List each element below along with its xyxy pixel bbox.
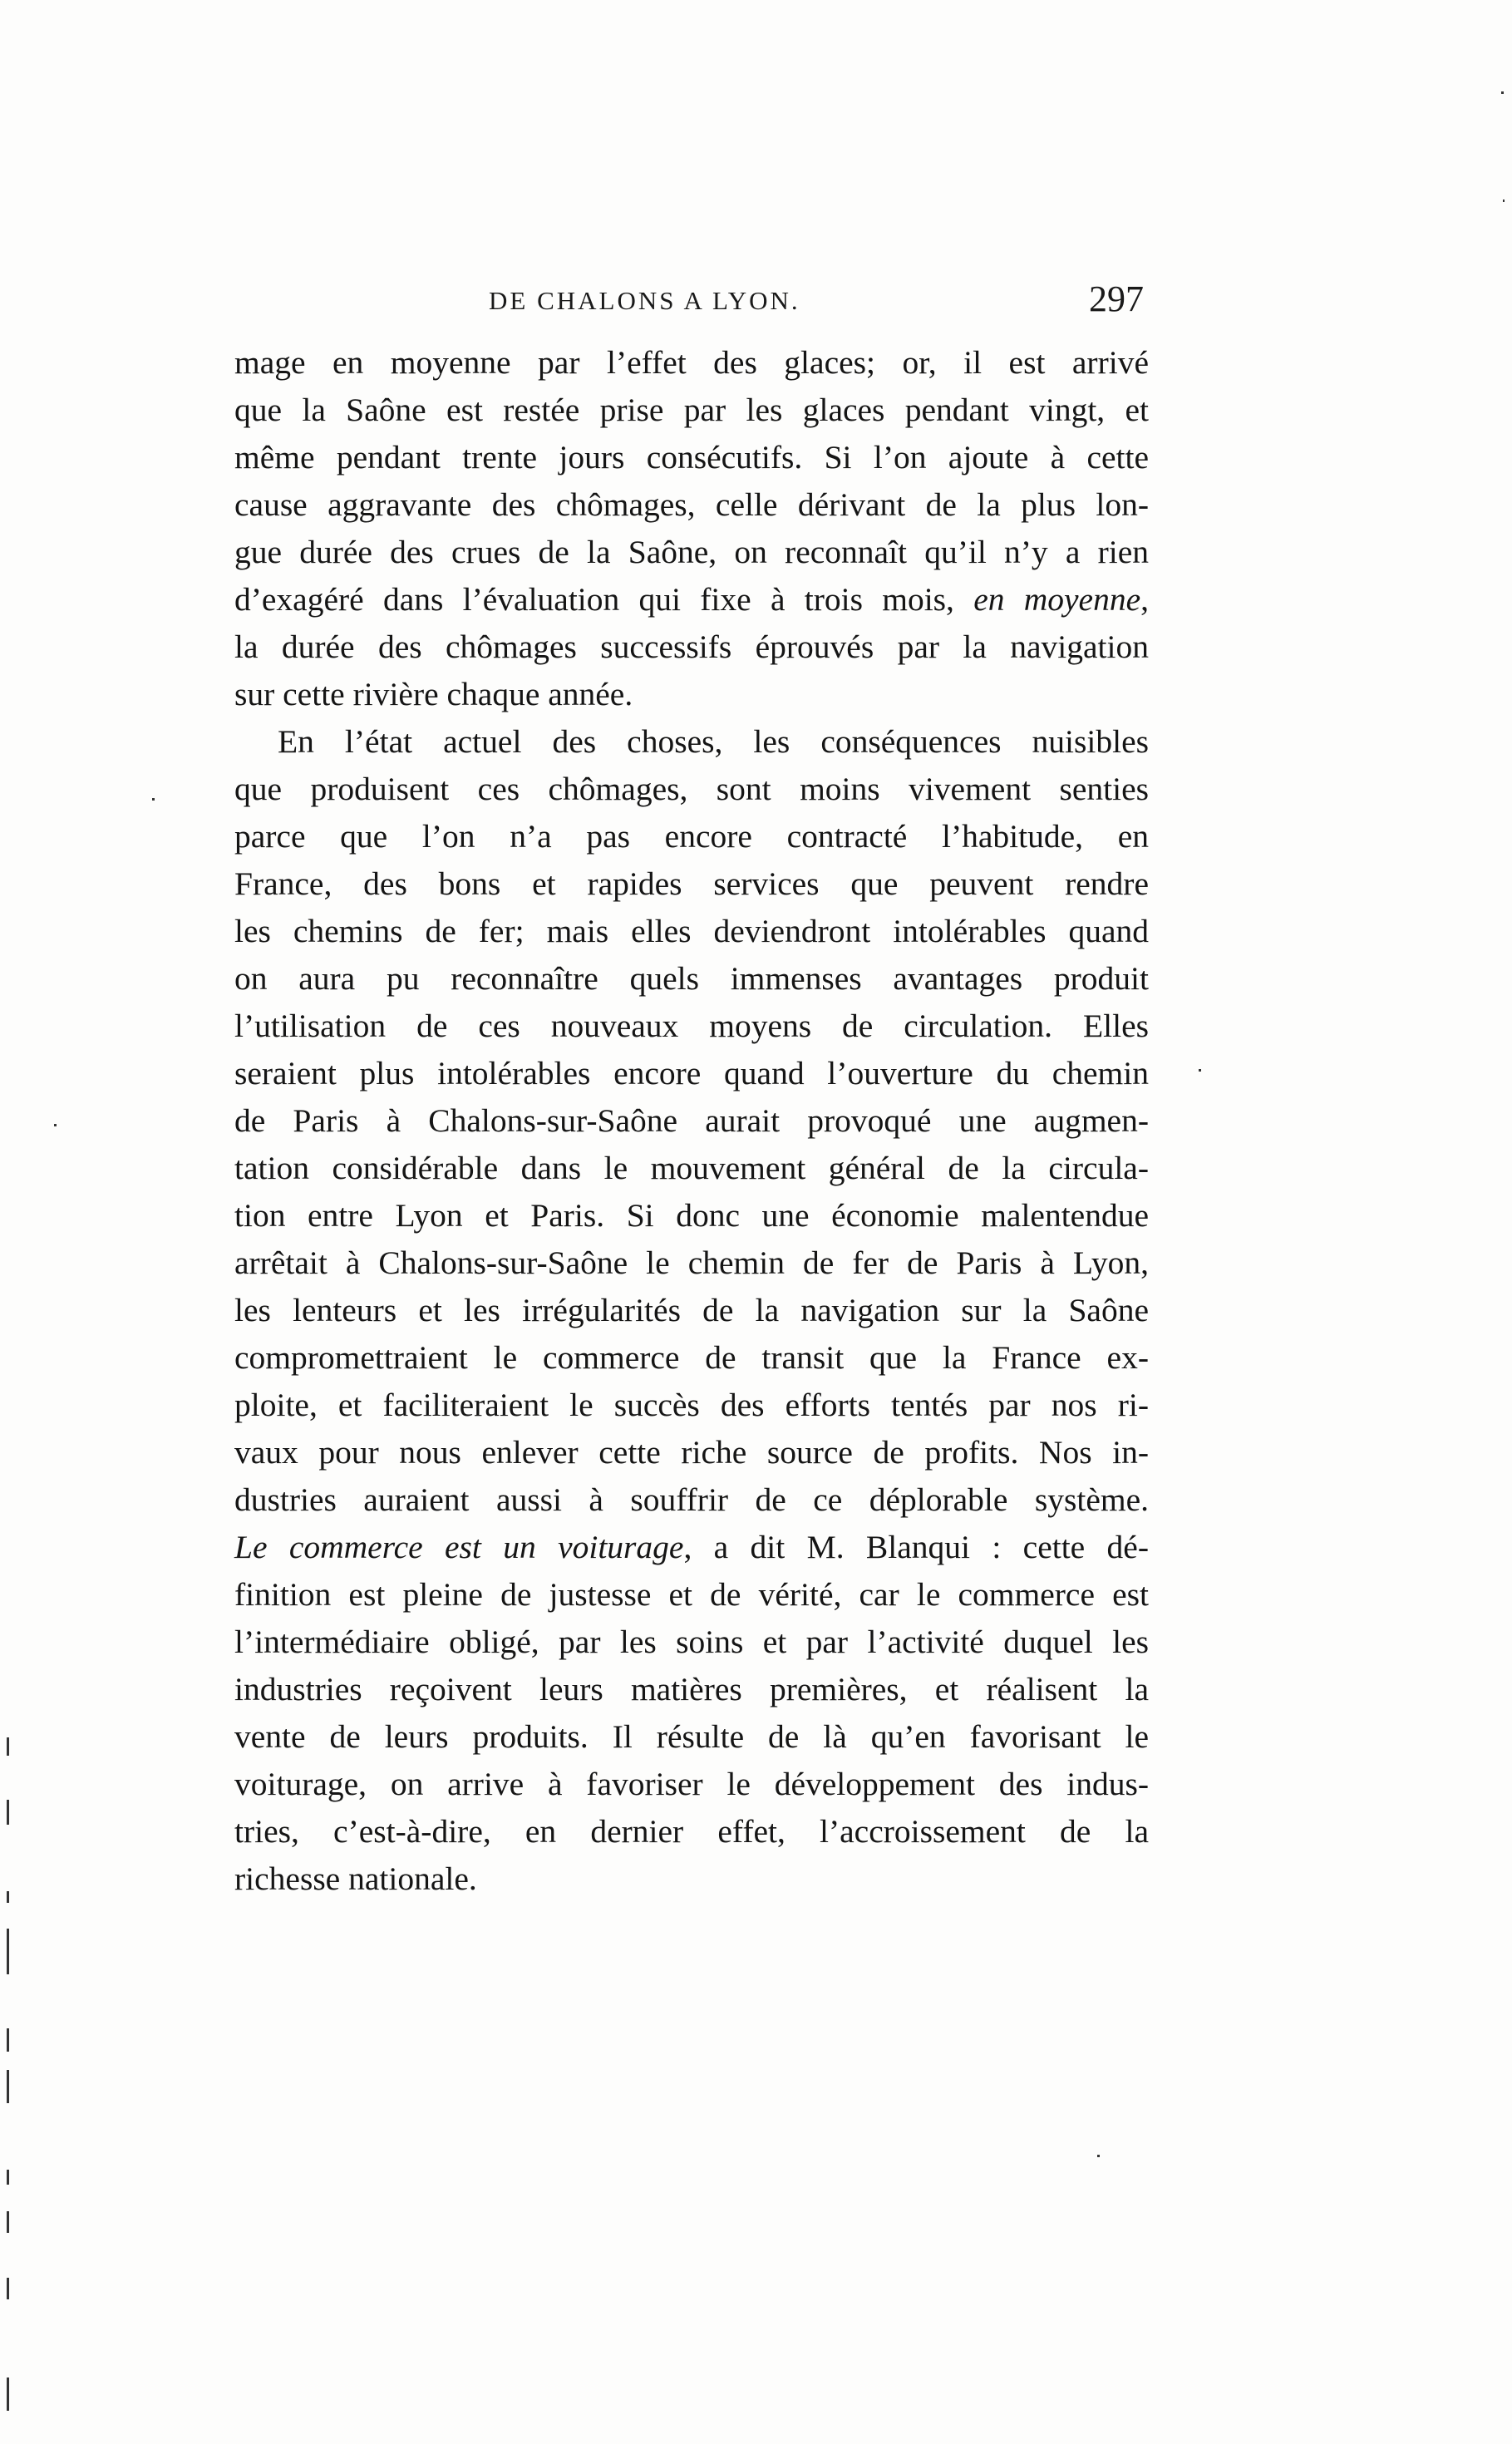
text-line: les chemins de fer; mais elles deviendront intolérables quand — [234, 913, 1149, 949]
scan-speck — [1501, 91, 1504, 94]
text-line: arrêtait à Chalons-sur-Saône le chemin de fer de Paris à Lyon, — [234, 1244, 1149, 1281]
text-line: l’utilisation de ces nouveaux moyens de circulation. Elles — [234, 1008, 1149, 1044]
scan-mark — [7, 2377, 9, 2411]
scan-mark — [7, 2278, 9, 2299]
running-head: DE CHALONS A LYON. — [489, 286, 800, 315]
text-line: Le commerce est un voiturage, a dit M. Blanqui : cette dé- — [234, 1529, 1149, 1565]
text-line: gue durée des crues de la Saône, on reconnaît qu’il n’y a rien — [234, 534, 1149, 570]
scan-mark — [7, 2170, 9, 2185]
body-text — [234, 339, 1149, 1903]
text-line: l’intermédiaire obligé, par les soins et par l’activité duquel les — [234, 1624, 1149, 1660]
scan-mark — [7, 1891, 9, 1903]
text-line: ploite, et faciliteraient le succès des efforts tentés par nos ri- — [234, 1387, 1149, 1423]
text-line: on aura pu reconnaître quels immenses avantages produit — [234, 960, 1149, 997]
text-line: dustries auraient aussi à souffrir de ce déplorable système. — [234, 1481, 1149, 1518]
scan-mark — [7, 1800, 9, 1825]
text-line: voiturage, on arrive à favoriser le développement des indus- — [234, 1766, 1149, 1802]
scan-speck — [1503, 200, 1505, 202]
text-line: de Paris à Chalons-sur-Saône aurait provoqué une augmen- — [234, 1102, 1149, 1139]
text-line: tries, c’est-à-dire, en dernier effet, l’accroissement de la — [234, 1813, 1149, 1850]
text-line: richesse nationale. — [234, 1860, 477, 1897]
text-line: les lenteurs et les irrégularités de la navigation sur la Saône — [234, 1292, 1149, 1328]
text-line: que la Saône est restée prise par les glaces pendant vingt, et — [234, 392, 1149, 428]
text-line: industries reçoivent leurs matières premières, et réalisent la — [234, 1671, 1149, 1707]
text-line: France, des bons et rapides services que peuvent rendre — [234, 865, 1149, 902]
text-line: tion entre Lyon et Paris. Si donc une économie malentendue — [234, 1197, 1149, 1234]
page-header — [233, 278, 1155, 328]
text-line: d’exagéré dans l’évaluation qui fixe à trois mois, en moyenne, — [234, 581, 1149, 618]
scan-speck — [1199, 1069, 1201, 1072]
text-line: que produisent ces chômages, sont moins vivement senties — [234, 771, 1149, 807]
page-number: 297 — [1089, 278, 1144, 319]
text-line: vaux pour nous enlever cette riche source de profits. Nos in- — [234, 1434, 1149, 1471]
scan-speck — [152, 798, 155, 801]
scan-mark — [7, 2211, 9, 2233]
scan-speck — [1097, 2155, 1100, 2157]
italic-phrase: Le commerce est un voiturage — [234, 1529, 684, 1565]
scan-mark — [7, 1737, 9, 1756]
text-line: vente de leurs produits. Il résulte de là qu’en favorisant le — [234, 1718, 1149, 1755]
paragraph-first-line: En l’état actuel des choses, les conséquences nuisibles — [278, 723, 1149, 760]
text-line: même pendant trente jours consécutifs. Si l’on ajoute à cette — [234, 439, 1149, 475]
scan-speck — [54, 1124, 57, 1126]
text-line: parce que l’on n’a pas encore contracté l’habitude, en — [234, 818, 1149, 855]
text-line: seraient plus intolérables encore quand l’ouverture du chemin — [234, 1055, 1149, 1091]
text-line: mage en moyenne par l’effet des glaces; or, il est arrivé — [234, 344, 1149, 381]
text-line: la durée des chômages successifs éprouvés par la navigation — [234, 628, 1149, 665]
text-line: sur cette rivière chaque année. — [234, 676, 633, 712]
text-line: finition est pleine de justesse et de vérité, car le commerce est — [234, 1576, 1149, 1613]
italic-phrase: en moyenne — [973, 581, 1141, 618]
text-line: cause aggravante des chômages, celle dérivant de la plus lon- — [234, 486, 1149, 523]
scan-mark — [7, 2028, 9, 2052]
scan-mark — [7, 1929, 9, 1974]
text-line: compromettraient le commerce de transit que la France ex- — [234, 1339, 1149, 1376]
text-line: tation considérable dans le mouvement général de la circula- — [234, 1150, 1149, 1186]
scan-mark — [7, 2070, 9, 2103]
